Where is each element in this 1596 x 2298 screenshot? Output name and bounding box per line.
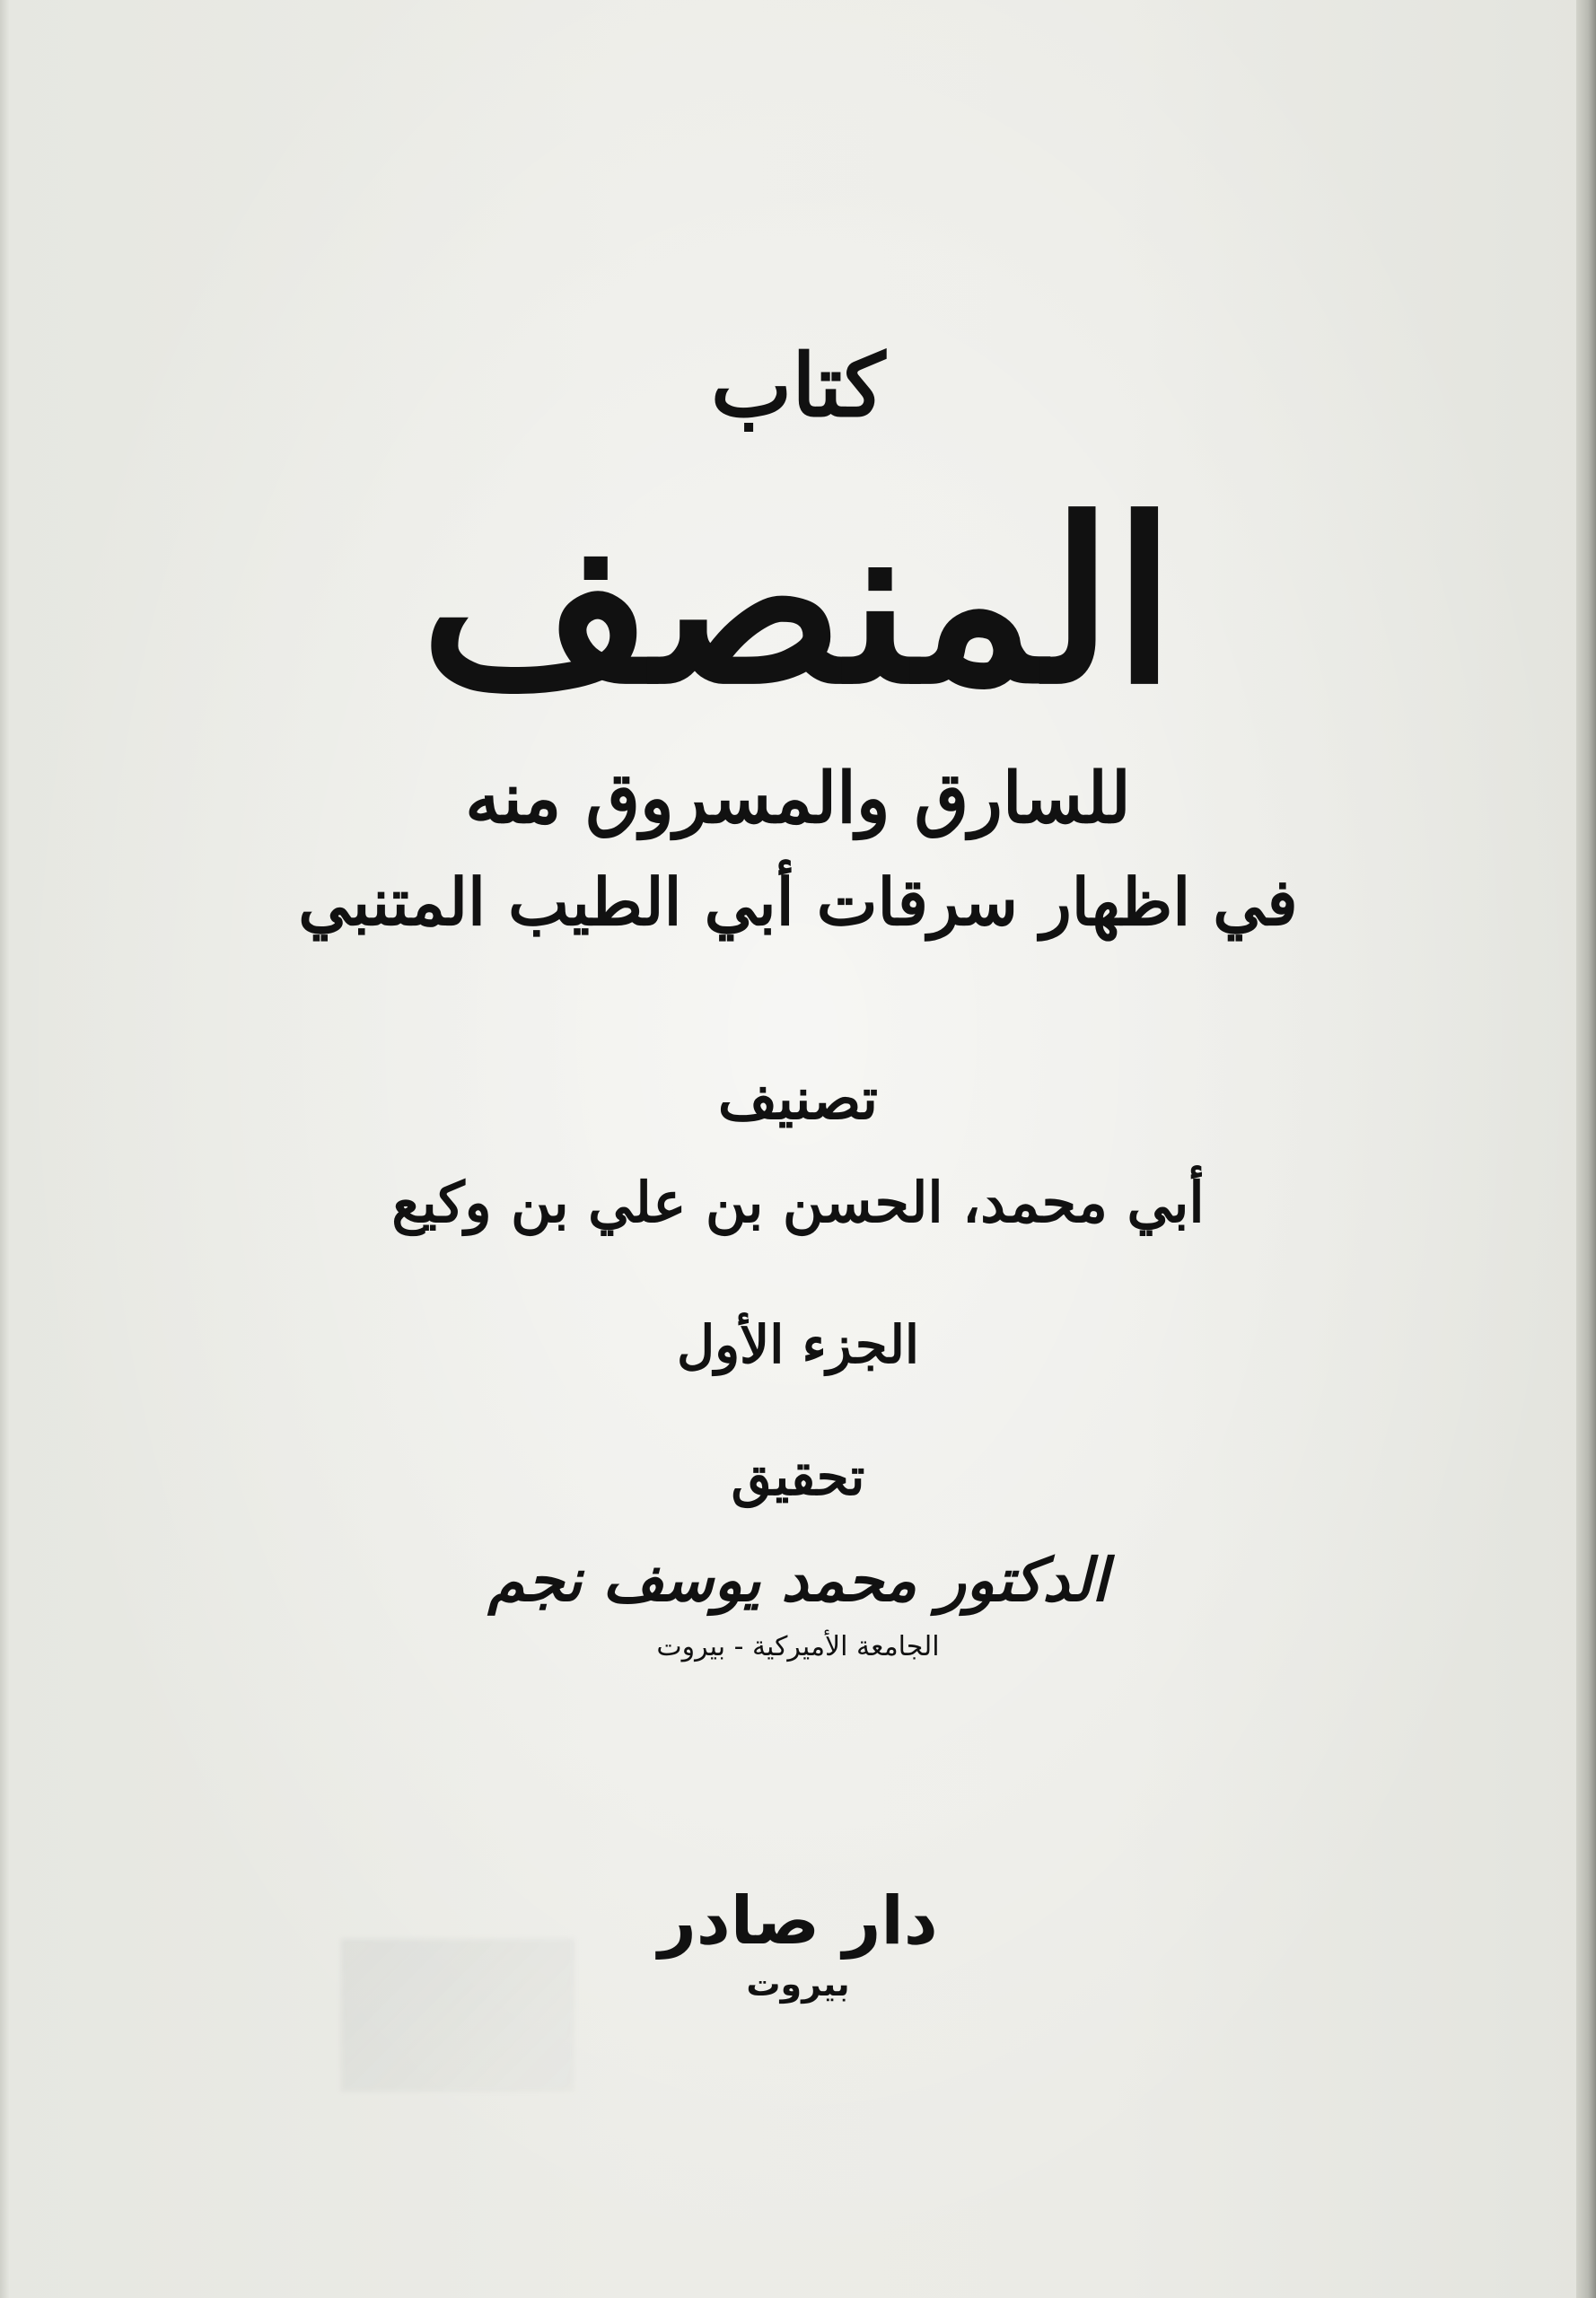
- editor-name: الدكتور محمد يوسف نجم: [487, 1545, 1109, 1615]
- publisher-name: دار صادر: [658, 1882, 938, 1960]
- volume-label: الجزء الأول: [676, 1314, 920, 1375]
- author-name: أبي محمد، الحسن بن علي بن وكيع: [391, 1170, 1205, 1235]
- editing-label: تحقيق: [731, 1446, 865, 1507]
- book-subtitle-line1: للسارق والمسروق منه: [465, 758, 1131, 839]
- book-subtitle-line2: في اظهار سرقات أبي الطيب المتنبي: [298, 864, 1298, 940]
- editor-affiliation: الجامعة الأميركية - بيروت: [656, 1631, 940, 1662]
- book-word: كتاب: [710, 335, 886, 436]
- book-main-title: المنصف: [420, 469, 1176, 733]
- authorship-label: تصنيف: [717, 1066, 879, 1133]
- publisher-city: بيروت: [746, 1964, 850, 2004]
